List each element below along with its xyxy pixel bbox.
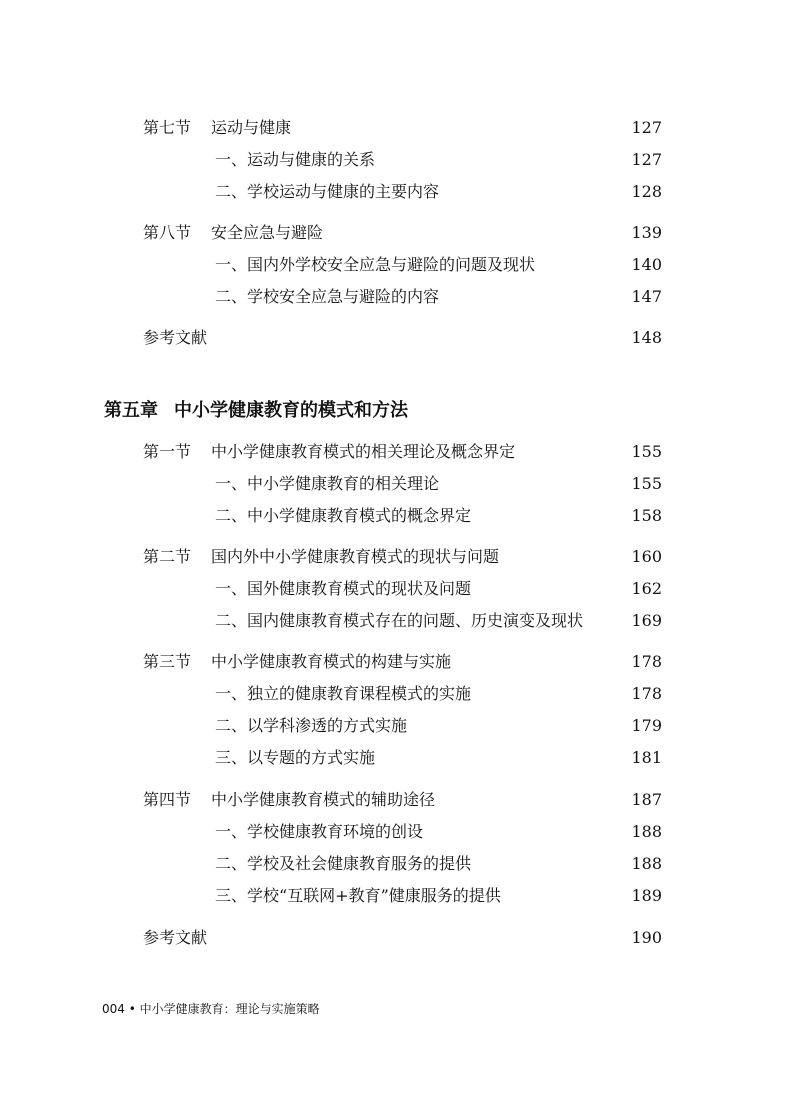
page-number: 178	[631, 652, 662, 671]
page-number: 178	[631, 684, 662, 703]
item-title: 一、中小学健康教育的相关理论	[215, 474, 440, 493]
item-title: 三、学校“互联网+教育”健康服务的提供	[215, 886, 501, 905]
page-number: 128	[631, 182, 662, 201]
item-title: 二、国内健康教育模式存在的问题、历史演变及现状	[215, 611, 584, 630]
toc-item-row[interactable]	[0, 746, 790, 770]
toc-item-row[interactable]	[0, 472, 790, 496]
section-label: 第八节	[143, 223, 192, 242]
chapter-title: 中小学健康教育的模式和方法	[174, 400, 408, 421]
section-title: 中小学健康教育模式的辅助途径	[211, 790, 436, 809]
item-title: 一、独立的健康教育课程模式的实施	[215, 684, 472, 703]
page-number: 188	[631, 822, 662, 841]
item-title: 二、学校安全应急与避险的内容	[215, 287, 440, 306]
page-number: 127	[631, 150, 662, 169]
page-number: 127	[631, 118, 662, 137]
page-number: 181	[631, 748, 662, 767]
page-number: 147	[631, 287, 662, 306]
toc-item-row[interactable]	[0, 253, 790, 277]
references-title: 参考文献	[143, 928, 208, 947]
page-number: 160	[631, 547, 662, 566]
page-number: 190	[631, 928, 662, 947]
toc-section-row[interactable]	[0, 440, 790, 464]
chapter-heading[interactable]	[104, 398, 408, 424]
page-number: 139	[631, 223, 662, 242]
section-title: 运动与健康	[211, 118, 292, 137]
toc-section-row[interactable]	[0, 788, 790, 812]
page-number: 162	[631, 579, 662, 598]
section-label: 第七节	[143, 118, 192, 137]
toc-item-row[interactable]	[0, 504, 790, 528]
item-title: 一、运动与健康的关系	[215, 150, 376, 169]
toc-references-row[interactable]	[0, 326, 790, 350]
chapter-label: 第五章	[104, 400, 158, 421]
page-number: 187	[631, 790, 662, 809]
toc-item-row[interactable]	[0, 180, 790, 204]
item-title: 二、以学科渗透的方式实施	[215, 716, 408, 735]
toc-item-row[interactable]	[0, 714, 790, 738]
section-title: 安全应急与避险	[211, 223, 324, 242]
item-title: 二、中小学健康教育模式的概念界定	[215, 506, 472, 525]
page-footer: 004 • 中小学健康教育：理论与实施策略	[102, 1002, 320, 1016]
toc-item-row[interactable]	[0, 852, 790, 876]
item-title: 二、学校及社会健康教育服务的提供	[215, 854, 472, 873]
toc-item-row[interactable]	[0, 609, 790, 633]
toc-section-row[interactable]	[0, 116, 790, 140]
toc-item-row[interactable]	[0, 577, 790, 601]
page-number: 169	[631, 611, 662, 630]
item-title: 一、学校健康教育环境的创设	[215, 822, 424, 841]
item-title: 一、国外健康教育模式的现状及问题	[215, 579, 472, 598]
item-title: 三、以专题的方式实施	[215, 748, 376, 767]
references-title: 参考文献	[143, 328, 208, 347]
section-label: 第一节	[143, 442, 192, 461]
toc-item-row[interactable]	[0, 285, 790, 309]
toc-section-row[interactable]	[0, 545, 790, 569]
page-number: 189	[631, 886, 662, 905]
item-title: 二、学校运动与健康的主要内容	[215, 182, 440, 201]
toc-item-row[interactable]	[0, 148, 790, 172]
section-label: 第四节	[143, 790, 192, 809]
section-title: 国内外中小学健康教育模式的现状与问题	[211, 547, 500, 566]
toc-item-row[interactable]	[0, 820, 790, 844]
page-number: 179	[631, 716, 662, 735]
toc-section-row[interactable]	[0, 221, 790, 245]
toc-section-row[interactable]	[0, 650, 790, 674]
page-number: 155	[631, 442, 662, 461]
section-label: 第二节	[143, 547, 192, 566]
page-number: 188	[631, 854, 662, 873]
page-number: 158	[631, 506, 662, 525]
page-number: 148	[631, 328, 662, 347]
page-number: 155	[631, 474, 662, 493]
section-label: 第三节	[143, 652, 192, 671]
section-title: 中小学健康教育模式的构建与实施	[211, 652, 452, 671]
toc-references-row[interactable]	[0, 926, 790, 950]
toc-item-row[interactable]	[0, 682, 790, 706]
item-title: 一、国内外学校安全应急与避险的问题及现状	[215, 255, 536, 274]
section-title: 中小学健康教育模式的相关理论及概念界定	[211, 442, 516, 461]
toc-item-row[interactable]	[0, 884, 790, 908]
page-number: 140	[631, 255, 662, 274]
